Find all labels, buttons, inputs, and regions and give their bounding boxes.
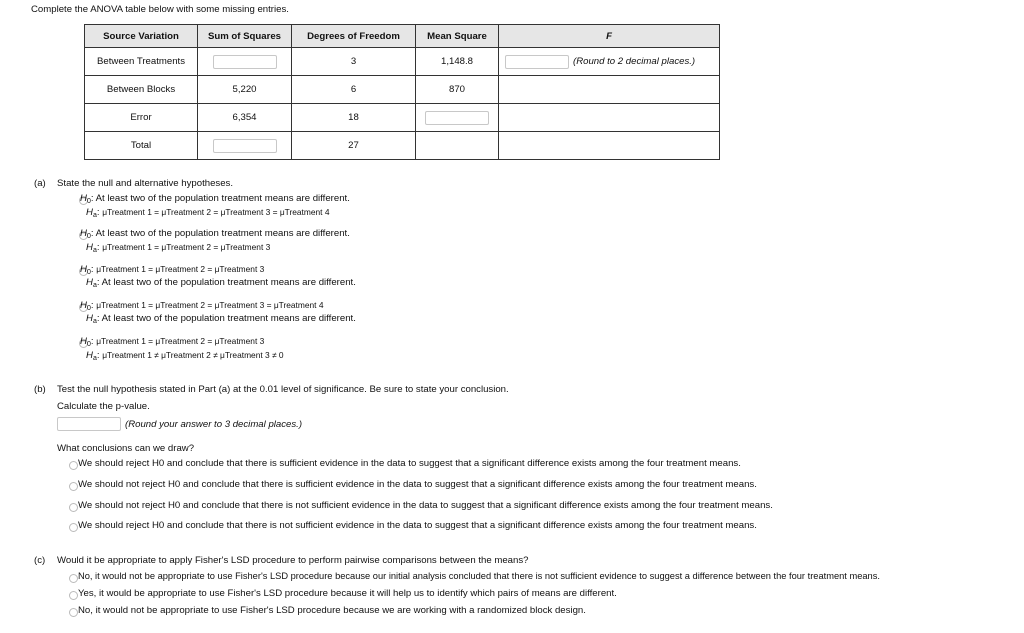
instructions: Complete the ANOVA table below with some missing entries.: [31, 4, 289, 15]
header-source: Source Variation: [85, 25, 198, 48]
source-cell: Total: [85, 132, 198, 160]
table-row: [85, 132, 720, 160]
f-cell: [499, 132, 720, 160]
part-b-label: (b): [34, 384, 46, 395]
radio-button[interactable]: [69, 523, 78, 532]
part-c-label: (c): [34, 555, 46, 566]
conclusion-text: We should not reject H0 and conclude that there is sufficient evidence in the data to suggest that a significant difference exists among the four treatment means.: [78, 479, 757, 490]
ha-text: μTreatment 1 = μTreatment 2 = μTreatment 3 = μTreatment 4: [102, 206, 330, 217]
df-cell: 27: [292, 132, 416, 160]
radio-button[interactable]: [69, 574, 78, 583]
ss-treatments-input[interactable]: [213, 55, 277, 69]
h0-text: μTreatment 1 = μTreatment 2 = μTreatment 3 = μTreatment 4: [96, 300, 324, 310]
radio-button[interactable]: [69, 608, 78, 617]
ss-total-input[interactable]: [213, 139, 277, 153]
ha-text: At least two of the population treatment means are different.: [101, 312, 356, 324]
df-cell: 6: [292, 76, 416, 104]
ms-error-input[interactable]: [425, 111, 489, 125]
conclusion-text: We should reject H0 and conclude that there is not sufficient evidence in the data to suggest that a significant difference exists among the four treatment means.: [78, 520, 757, 531]
ms-cell: [416, 132, 499, 160]
header-ss: Sum of Squares: [198, 25, 292, 48]
ms-cell: 1,148.8: [416, 48, 499, 76]
table-row: [85, 104, 720, 132]
df-cell: 18: [292, 104, 416, 132]
df-cell: 3: [292, 48, 416, 76]
h0-text: μTreatment 1 = μTreatment 2 = μTreatment 3: [96, 264, 265, 274]
radio-button[interactable]: [69, 461, 78, 470]
pvalue-input[interactable]: [57, 417, 121, 431]
table-header-row: [85, 25, 720, 48]
header-ms: Mean Square: [416, 25, 499, 48]
ha-text: At least two of the population treatment means are different.: [101, 276, 356, 288]
part-a-prompt: State the null and alternative hypotheses.: [57, 178, 234, 189]
f-cell: [499, 104, 720, 132]
ha-text: μTreatment 1 ≠ μTreatment 2 ≠ μTreatment 3 ≠ 0: [102, 349, 284, 360]
h0-text: At least two of the population treatment means are different.: [95, 228, 350, 239]
part-c-prompt: Would it be appropriate to apply Fisher's LSD procedure to perform pairwise comparisons between the means?: [57, 555, 529, 566]
conclusion-prompt: What conclusions can we draw?: [57, 443, 195, 454]
anova-table: [84, 24, 720, 160]
conclusion-text: We should not reject H0 and conclude that there is not sufficient evidence in the data to suggest that a significant difference exists among the four treatment means.: [78, 500, 773, 511]
f-cell: [499, 48, 720, 76]
radio-button[interactable]: [69, 591, 78, 600]
ss-cell: 6,354: [198, 104, 292, 132]
lsd-text: No, it would not be appropriate to use Fisher's LSD procedure because our initial analysis concluded that there is not sufficient evidence to suggest a difference between the four treatment means.: [78, 571, 880, 581]
source-cell: Between Treatments: [85, 48, 198, 76]
f-cell: [499, 76, 720, 104]
h0-text: At least two of the population treatment means are different.: [95, 193, 350, 204]
pvalue-round-hint: (Round your answer to 3 decimal places.): [125, 419, 303, 430]
f-round-hint: (Round to 2 decimal places.): [573, 56, 696, 68]
conclusion-text: We should reject H0 and conclude that there is sufficient evidence in the data to suggest that a significant difference exists among the four treatment means.: [78, 458, 741, 469]
ms-cell: 870: [416, 76, 499, 104]
radio-button[interactable]: [69, 503, 78, 512]
part-b-prompt: Test the null hypothesis stated in Part (a) at the 0.01 level of significance. Be sure to state your conclusion.: [57, 384, 509, 395]
ss-cell: [198, 132, 292, 160]
ha-text: μTreatment 1 = μTreatment 2 = μTreatment 3: [102, 241, 271, 252]
f-input[interactable]: [505, 55, 569, 69]
ss-cell: 5,220: [198, 76, 292, 104]
radio-button[interactable]: [69, 482, 78, 491]
ms-cell: [416, 104, 499, 132]
table-row: [85, 76, 720, 104]
header-df: Degrees of Freedom: [292, 25, 416, 48]
part-a-label: (a): [34, 178, 46, 189]
table-row: [85, 48, 720, 76]
source-cell: Between Blocks: [85, 76, 198, 104]
header-f: F: [499, 25, 720, 48]
lsd-text: Yes, it would be appropriate to use Fisher's LSD procedure because it will help us to identify which pairs of means are different.: [78, 588, 617, 599]
source-cell: Error: [85, 104, 198, 132]
pvalue-prompt: Calculate the p-value.: [57, 401, 150, 412]
ss-cell: [198, 48, 292, 76]
h0-text: μTreatment 1 = μTreatment 2 = μTreatment 3: [96, 336, 265, 346]
lsd-text: No, it would not be appropriate to use Fisher's LSD procedure because we are working with a randomized block design.: [78, 605, 586, 616]
